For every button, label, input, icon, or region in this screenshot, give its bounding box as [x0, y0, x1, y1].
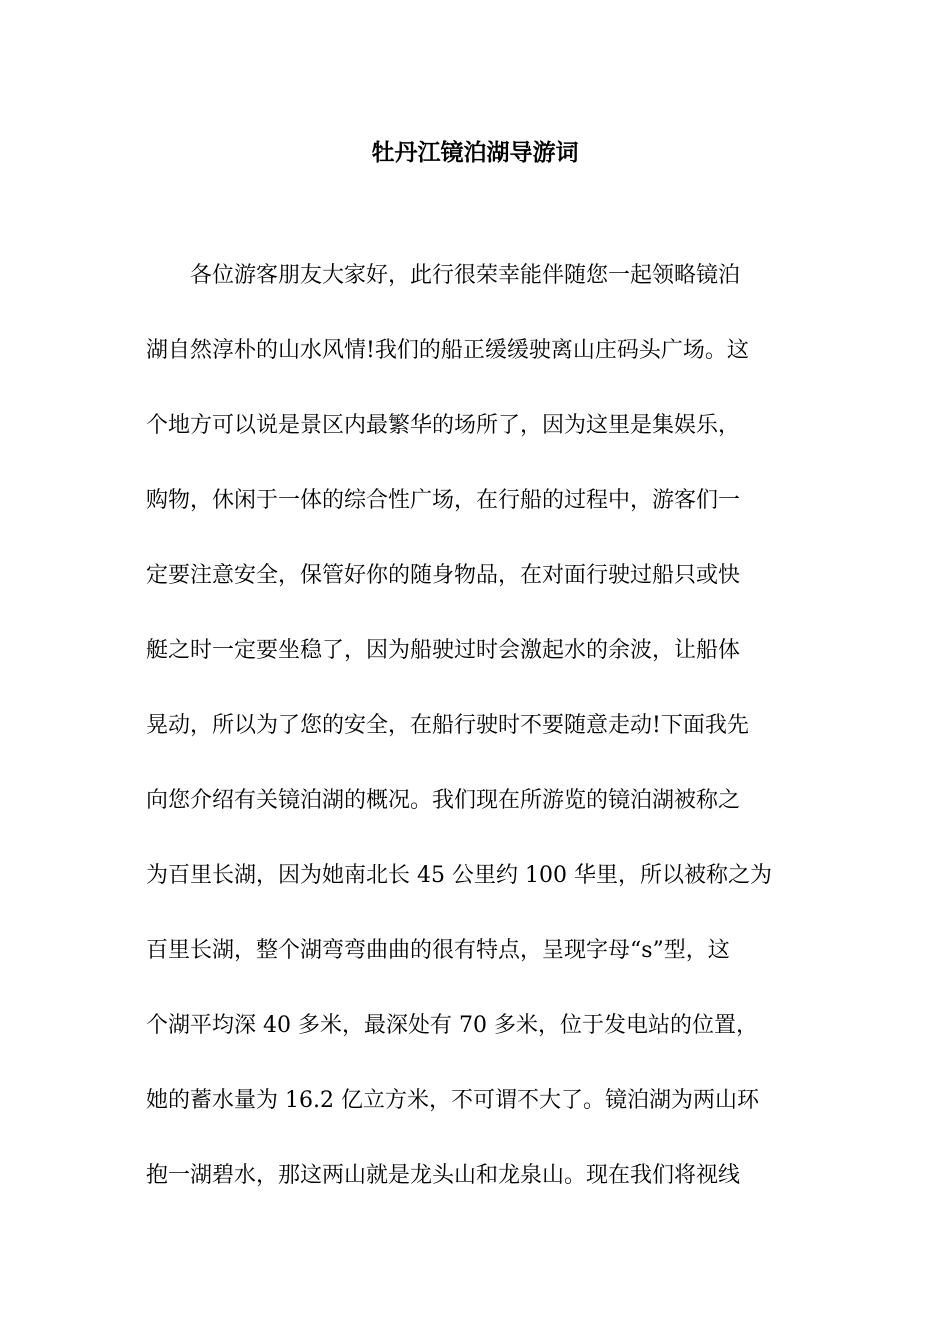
body-line: 湖自然淳朴的山水风情!我们的船正缓缓驶离山庄码头广场。这 — [146, 338, 749, 363]
body-line: 个地方可以说是景区内最繁华的场所了，因为这里是集娱乐， — [146, 413, 741, 438]
body-line: 百里长湖，整个湖弯弯曲曲的很有特点，呈现字母“s”型，这 — [146, 938, 730, 963]
document-body — [146, 258, 806, 1233]
body-line: 向您介绍有关镜泊湖的概况。我们现在所游览的镜泊湖被称之 — [146, 788, 741, 813]
body-line: 各位游客朋友大家好，此行很荣幸能伴随您一起领略镜泊 — [190, 263, 741, 288]
body-line: 购物，休闲于一体的综合性广场，在行船的过程中，游客们一 — [146, 488, 741, 513]
body-line: 艇之时一定要坐稳了，因为船驶过时会激起水的余波，让船体 — [146, 638, 741, 663]
body-line: 她的蓄水量为 16.2 亿立方米，不可谓不大了。镜泊湖为两山环 — [146, 1088, 759, 1113]
body-line: 定要注意安全，保管好你的随身物品，在对面行驶过船只或快 — [146, 563, 741, 588]
body-line: 个湖平均深 40 多米，最深处有 70 多米，位于发电站的位置， — [146, 1013, 758, 1038]
body-line: 为百里长湖，因为她南北长 45 公里约 100 华里，所以被称之为 — [146, 863, 772, 888]
body-line: 晃动，所以为了您的安全，在船行驶时不要随意走动!下面我先 — [146, 713, 749, 738]
document-title: 牡丹江镜泊湖导游词 — [371, 139, 579, 166]
body-line: 抱一湖碧水，那这两山就是龙头山和龙泉山。现在我们将视线 — [146, 1163, 741, 1188]
